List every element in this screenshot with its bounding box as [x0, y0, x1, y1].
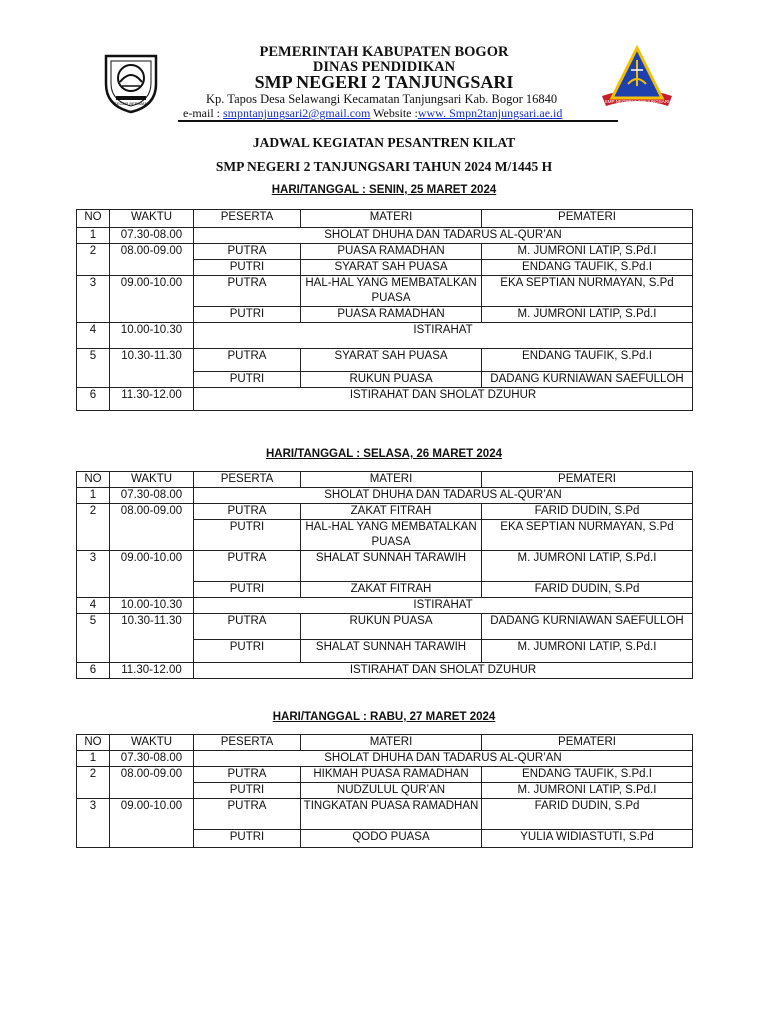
cell-materi: PUASA RAMADHAN — [301, 244, 482, 260]
table-row — [77, 228, 693, 244]
header-peserta: PESERTA — [194, 210, 301, 228]
cell-activity: ISTIRAHAT DAN SHOLAT DZUHUR — [194, 663, 693, 679]
cell-pemateri: M. JUMRONI LATIP, S.Pd.I — [482, 640, 693, 663]
cell-waktu: 08.00-09.00 — [110, 244, 194, 276]
cell-waktu: 10.00-10.30 — [110, 598, 194, 614]
header-waktu: WAKTU — [110, 210, 194, 228]
cell-materi: SHALAT SUNNAH TARAWIH — [301, 551, 482, 582]
cell-no: 3 — [77, 551, 110, 598]
header-no: NO — [77, 210, 110, 228]
cell-waktu: 10.00-10.30 — [110, 323, 194, 349]
table-row — [77, 663, 693, 679]
cell-materi: SHALAT SUNNAH TARAWIH — [301, 640, 482, 663]
cell-waktu: 11.30-12.00 — [110, 388, 194, 411]
document-subtitle: SMP NEGERI 2 TANJUNGSARI TAHUN 2024 M/1445 H — [215, 159, 553, 174]
cell-materi: QODO PUASA — [301, 830, 482, 848]
cell-peserta: PUTRA — [194, 504, 301, 520]
header-materi: MATERI — [301, 735, 482, 751]
cell-activity: SHOLAT DHUHA DAN TADARUS AL-QUR’AN — [194, 488, 693, 504]
cell-no: 6 — [77, 388, 110, 411]
left-crest-caption: TEGAR BERIMAN — [114, 101, 148, 106]
letterhead-line2: DINAS PENDIDIKAN — [312, 59, 456, 75]
cell-peserta: PUTRA — [194, 349, 301, 372]
cell-waktu: 08.00-09.00 — [110, 767, 194, 799]
cell-waktu: 07.30-08.00 — [110, 228, 194, 244]
cell-peserta: PUTRI — [194, 260, 301, 276]
cell-waktu: 10.30-11.30 — [110, 614, 194, 663]
cell-peserta: PUTRA — [194, 767, 301, 783]
letterhead-rule — [178, 120, 618, 122]
table-row — [77, 551, 693, 582]
table-row — [77, 598, 693, 614]
cell-pemateri: ENDANG TAUFIK, S.Pd.I — [482, 349, 693, 372]
cell-materi: HIKMAH PUASA RAMADHAN — [301, 767, 482, 783]
table-row — [77, 349, 693, 372]
cell-activity: SHOLAT DHUHA DAN TADARUS AL-QUR’AN — [194, 228, 693, 244]
cell-pemateri: DADANG KURNIAWAN SAEFULLOH — [482, 614, 693, 640]
cell-no: 6 — [77, 663, 110, 679]
cell-materi: PUASA RAMADHAN — [301, 307, 482, 323]
cell-no: 2 — [77, 504, 110, 551]
cell-materi: RUKUN PUASA — [301, 372, 482, 388]
table-header-row — [77, 735, 693, 751]
header-waktu: WAKTU — [110, 472, 194, 488]
cell-pemateri: YULIA WIDIASTUTI, S.Pd — [482, 830, 693, 848]
cell-no: 3 — [77, 799, 110, 848]
school-emblem-icon — [598, 44, 676, 114]
header-materi: MATERI — [301, 210, 482, 228]
cell-pemateri: EKA SEPTIAN NURMAYAN, S.Pd — [482, 276, 693, 307]
schedule-table — [76, 209, 693, 411]
email-label: e-mail : — [183, 106, 223, 120]
table-row — [77, 244, 693, 260]
cell-no: 2 — [77, 767, 110, 799]
cell-peserta: PUTRA — [194, 244, 301, 260]
cell-materi: SYARAT SAH PUASA — [301, 349, 482, 372]
header-peserta: PESERTA — [194, 472, 301, 488]
table-row — [77, 388, 693, 411]
cell-materi: NUDZULUL QUR’AN — [301, 783, 482, 799]
schedule-table — [76, 734, 693, 848]
cell-activity: ISTIRAHAT DAN SHOLAT DZUHUR — [194, 388, 693, 411]
cell-pemateri: M. JUMRONI LATIP, S.Pd.I — [482, 244, 693, 260]
letterhead-school-name: SMP NEGERI 2 TANJUNGSARI — [254, 72, 514, 92]
cell-peserta: PUTRI — [194, 307, 301, 323]
cell-peserta: PUTRI — [194, 372, 301, 388]
cell-materi: ZAKAT FITRAH — [301, 504, 482, 520]
cell-peserta: PUTRA — [194, 276, 301, 307]
website-label: Website : — [370, 106, 418, 120]
cell-no: 1 — [77, 488, 110, 504]
cell-materi: HAL-HAL YANG MEMBATALKAN PUASA — [301, 276, 482, 307]
right-crest-caption: SMP NEGERI 2 TANJUNGSARI — [604, 99, 670, 104]
cell-no: 4 — [77, 323, 110, 349]
cell-peserta: PUTRI — [194, 640, 301, 663]
cell-materi: HAL-HAL YANG MEMBATALKAN PUASA — [301, 520, 482, 551]
day-title: HARI/TANGGAL : RABU, 27 MARET 2024 — [272, 711, 496, 723]
cell-peserta: PUTRA — [194, 614, 301, 640]
table-header-row — [77, 472, 693, 488]
letterhead-address: Kp. Tapos Desa Selawangi Kecamatan Tanjungsari Kab. Bogor 16840 — [206, 92, 558, 106]
letterhead-contacts — [183, 106, 562, 121]
cell-no: 1 — [77, 228, 110, 244]
cell-no: 5 — [77, 614, 110, 663]
cell-pemateri: DADANG KURNIAWAN SAEFULLOH — [482, 372, 693, 388]
cell-pemateri: ENDANG TAUFIK, S.Pd.I — [482, 767, 693, 783]
header-waktu: WAKTU — [110, 735, 194, 751]
cell-materi: SYARAT SAH PUASA — [301, 260, 482, 276]
cell-materi: TINGKATAN PUASA RAMADHAN — [301, 799, 482, 830]
cell-activity: ISTIRAHAT — [194, 323, 693, 349]
letterhead — [0, 0, 768, 122]
cell-waktu: 07.30-08.00 — [110, 488, 194, 504]
cell-pemateri: FARID DUDIN, S.Pd — [482, 799, 693, 830]
letterhead-line1: PEMERINTAH KABUPATEN BOGOR — [259, 44, 509, 60]
cell-waktu: 08.00-09.00 — [110, 504, 194, 551]
document-title: JADWAL KEGIATAN PESANTREN KILAT — [252, 135, 516, 150]
cell-peserta: PUTRI — [194, 830, 301, 848]
cell-peserta: PUTRA — [194, 799, 301, 830]
table-row — [77, 504, 693, 520]
email-link[interactable]: smpntanjungsari2@gmail.com — [222, 106, 371, 120]
header-peserta: PESERTA — [194, 735, 301, 751]
cell-materi: RUKUN PUASA — [301, 614, 482, 640]
cell-pemateri: M. JUMRONI LATIP, S.Pd.I — [482, 551, 693, 582]
cell-no: 1 — [77, 751, 110, 767]
cell-waktu: 09.00-10.00 — [110, 799, 194, 848]
cell-peserta: PUTRI — [194, 582, 301, 598]
cell-pemateri: M. JUMRONI LATIP, S.Pd.I — [482, 783, 693, 799]
table-row — [77, 276, 693, 307]
cell-waktu: 11.30-12.00 — [110, 663, 194, 679]
table-row — [77, 799, 693, 830]
header-no: NO — [77, 472, 110, 488]
cell-no: 3 — [77, 276, 110, 323]
cell-peserta: PUTRI — [194, 783, 301, 799]
header-pemateri: PEMATERI — [482, 472, 693, 488]
day-title: HARI/TANGGAL : SELASA, 26 MARET 2024 — [265, 448, 502, 460]
cell-materi: ZAKAT FITRAH — [301, 582, 482, 598]
cell-waktu: 09.00-10.00 — [110, 276, 194, 323]
cell-waktu: 10.30-11.30 — [110, 349, 194, 388]
cell-activity: SHOLAT DHUHA DAN TADARUS AL-QUR’AN — [194, 751, 693, 767]
header-pemateri: PEMATERI — [482, 735, 693, 751]
website-link[interactable]: www. Smpn2tanjungsari.ae.id — [417, 106, 563, 120]
table-header-row — [77, 210, 693, 228]
header-no: NO — [77, 735, 110, 751]
cell-activity: ISTIRAHAT — [194, 598, 693, 614]
table-row — [77, 323, 693, 349]
cell-peserta: PUTRA — [194, 551, 301, 582]
cell-no: 2 — [77, 244, 110, 276]
table-row — [77, 614, 693, 640]
cell-pemateri: FARID DUDIN, S.Pd — [482, 504, 693, 520]
cell-pemateri: ENDANG TAUFIK, S.Pd.I — [482, 260, 693, 276]
table-row — [77, 751, 693, 767]
cell-waktu: 07.30-08.00 — [110, 751, 194, 767]
cell-waktu: 09.00-10.00 — [110, 551, 194, 598]
header-pemateri: PEMATERI — [482, 210, 693, 228]
table-row — [77, 488, 693, 504]
header-materi: MATERI — [301, 472, 482, 488]
table-row — [77, 767, 693, 783]
schedule-table — [76, 471, 693, 679]
cell-no: 5 — [77, 349, 110, 388]
cell-no: 4 — [77, 598, 110, 614]
cell-peserta: PUTRI — [194, 520, 301, 551]
cell-pemateri: EKA SEPTIAN NURMAYAN, S.Pd — [482, 520, 693, 551]
cell-pemateri: FARID DUDIN, S.Pd — [482, 582, 693, 598]
cell-pemateri: M. JUMRONI LATIP, S.Pd.I — [482, 307, 693, 323]
day-title: HARI/TANGGAL : SENIN, 25 MARET 2024 — [271, 184, 497, 196]
